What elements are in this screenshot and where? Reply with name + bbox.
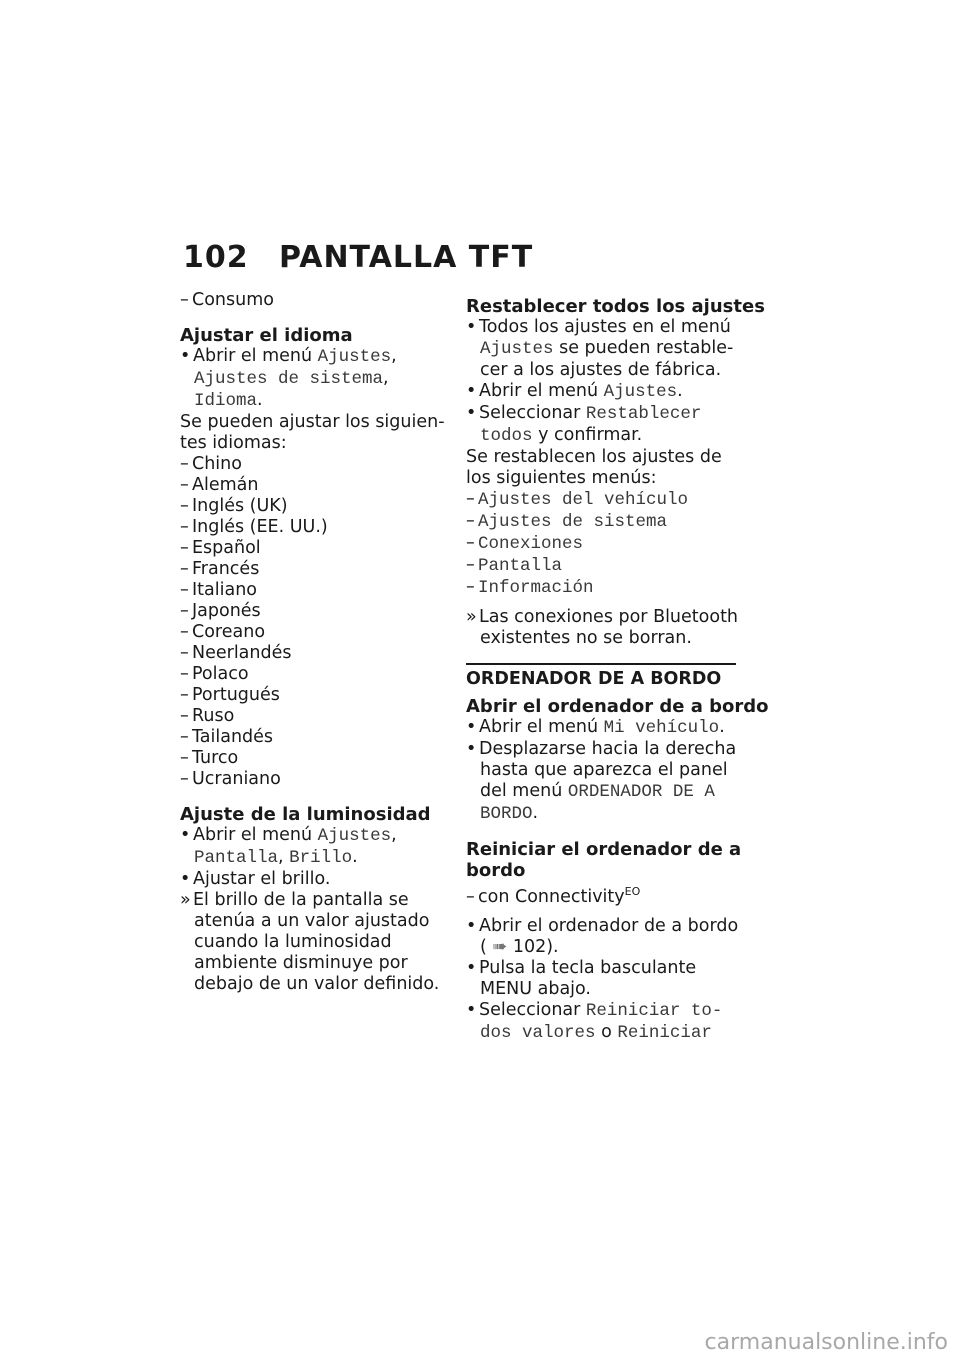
page-header [183,240,533,275]
page-reference-arrow-icon: ➠ [492,936,508,957]
language-item: – Inglés (UK) [180,496,445,517]
language-item: – Francés [180,559,445,580]
language-item: – Chino [180,454,445,475]
luminosidad-step-1: • Abrir el menú Ajustes, [180,825,445,847]
language-item: – Japonés [180,601,445,622]
page-number: 102 [183,240,249,275]
connectivity-condition: – con Connectivity$^{EO}$ [466,881,746,908]
language-item: – Portugués [180,685,445,706]
language-item: – Español [180,538,445,559]
watermark: carmanualsonline.info [704,1330,948,1355]
idioma-step: • Abrir el menú Ajustes, [180,346,445,368]
consumo-item: – Consumo [180,290,445,311]
language-item: – Neerlandés [180,643,445,664]
right-column: Restablecer todos los ajustes • Todos los ajustes en el menú Ajustes se pueden restable- cer a los ajustes de fábrica. • Abrir el menú Ajustes. • Seleccionar Restablecer todos y confirmar. Se restablecen los ajustes de los siguientes menús: – Ajustes del vehículo – Ajustes de sistema – Conexiones – Pantalla – Información » Las conexiones por Bluetooth existentes no se borran. ORDENADOR DE A BORDO Abrir el ordenador de a bordo • Abrir el menú Mi vehículo. • Desplazarse hacia la derecha hasta que aparezca el panel del menú ORDENADOR DE A BORDO. Reiniciar el ordenador de a bordo – con Connectivity$^{EO}$ • Abrir el ordenador de a bordo ( ➠ 102). • Pulsa la tecla basculante MENU abajo. • Seleccionar Reiniciar to- dos valores o Reiniciar [466,290,746,1044]
luminosidad-heading: Ajuste de la luminosidad [180,804,431,825]
reset-menu-item: – Pantalla [466,555,746,577]
luminosidad-step-2: • Ajustar el brillo. [180,869,445,890]
language-item: – Inglés (EE. UU.) [180,517,445,538]
language-item: – Coreano [180,622,445,643]
restablecer-heading: Restablecer todos los ajustes [466,296,765,317]
abrir-heading: Abrir el ordenador de a bordo [466,696,769,717]
language-item: – Italiano [180,580,445,601]
reset-menu-item: – Ajustes de sistema [466,511,746,533]
reset-menu-item: – Ajustes del vehículo [466,489,746,511]
idioma-intro-1: Se pueden ajustar los siguien- [180,412,445,432]
reiniciar-heading: Reiniciar el ordenador de a [466,839,742,860]
idioma-heading: Ajustar el idioma [180,325,353,346]
language-item: – Tailandés [180,727,445,748]
section-divider [466,663,736,665]
left-column: – Consumo Ajustar el idioma • Abrir el menú Ajustes, Ajustes de sistema, Idioma. Se pueden ajustar los siguien- tes idiomas: – Chino – Alemán – Inglés (UK) – Inglés (EE. UU.) – Español – Francés – Italiano – Japonés – Coreano – Neerlandés – Polaco – Portugués – Ruso – Tailandés – Turco – Ucraniano Ajuste de la luminosidad • Abrir el menú Ajustes, Pantalla, Brillo. • Ajustar el brillo. » El brillo de la pantalla se atenúa a un valor ajustado cuando la luminosidad ambiente disminuye por debajo de un valor definido. [180,290,445,995]
luminosidad-result: » El brillo de la pantalla se [180,890,445,911]
language-item: – Turco [180,748,445,769]
page-title: PANTALLA TFT [279,240,534,275]
language-item: – Ruso [180,706,445,727]
bluetooth-note: » Las conexiones por Bluetooth [466,607,746,628]
language-item: – Alemán [180,475,445,496]
section-title: ORDENADOR DE A BORDO [466,669,722,689]
reset-menu-item: – Conexiones [466,533,746,555]
language-item: – Ucraniano [180,769,445,790]
reset-menu-item: – Información [466,577,746,599]
idioma-intro-2: tes idiomas: [180,433,287,453]
language-item: – Polaco [180,664,445,685]
